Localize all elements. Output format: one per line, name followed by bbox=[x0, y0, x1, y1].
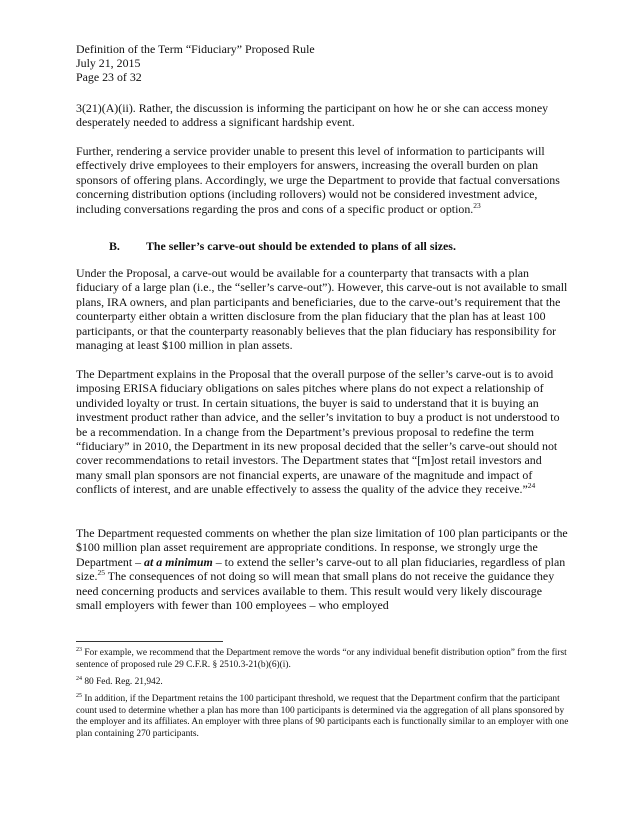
paragraph-1 bbox=[76, 101, 570, 130]
section-title: The seller’s carve-out should be extended to plans of all sizes. bbox=[146, 239, 456, 253]
footnote-number: 24 bbox=[76, 675, 82, 682]
footnote-divider bbox=[76, 641, 223, 642]
page-header bbox=[76, 42, 315, 85]
header-title: Definition of the Term “Fiduciary” Proposed Rule bbox=[76, 42, 315, 56]
footnote-ref: 24 bbox=[527, 481, 536, 491]
paragraph-text: The Department requested comments on whether the plan size limitation of 100 plan participants or the $100 million plan asset requirement are appropriate conditions. In response, we strongly urge the Department – bbox=[76, 526, 568, 569]
emphasis-text: at a minimum bbox=[144, 554, 213, 569]
section-letter: B. bbox=[109, 239, 120, 253]
paragraph-text: Further, rendering a service provider unable to present this level of information to participants will effectively drive employees to their employers for answers, increasing the overall burden on plan sponsors of offering plans. Accordingly, we urge the Department to provide that factual conversations concerning distribution options (including rollovers) would not be considered investment advice, including conversations regarding the pros and cons of a specific product or option. bbox=[76, 144, 560, 216]
paragraph-4 bbox=[76, 367, 570, 497]
footnote-number: 25 bbox=[76, 692, 82, 699]
paragraph-text: Under the Proposal, a carve-out would be available for a counterparty that transacts with a plan fiduciary of a large plan (i.e., the “seller’s carve-out”). However, this carve-out is not available to small plans, IRA owners, and plan participants and beneficiaries, due to the carve-out’s requirement that the counterparty either obtain a written disclosure from the plan fiduciary that the plan has at least 100 participants, or that the counterparty reasonably believes that the plan fiduciary has responsibility for managing at least $100 million in plan assets. bbox=[76, 266, 568, 353]
paragraph-text: 3(21)(A)(ii). Rather, the discussion is informing the participant on how he or she can access money desperately needed to address a significant hardship event. bbox=[76, 101, 549, 130]
footnote-24 bbox=[76, 677, 570, 689]
paragraph-text: The consequences of not doing so will mean that small plans do not receive the guidance they need concerning products and services available to them. This result would very likely discourage small employers with fewer than 100 employees – who employed bbox=[76, 569, 555, 613]
header-date: July 21, 2015 bbox=[76, 56, 141, 71]
footnote-25 bbox=[76, 694, 570, 740]
paragraph-text: The Department explains in the Proposal that the overall purpose of the seller’s carve-out is to avoid imposing ERISA fiduciary obligations on sales pitches where plans do not expect a relationship of undivided loyalty or trust. In certain situations, the buyer is said to understand that it is buying an investment product rather than advice, and the seller’s invitation to buy a product is not understood to be a recommendation. In a change from the Department’s previous proposal to redefine the term “fiduciary” in 2010, the Department in its new proposal decided that the seller’s carve-out should not cover recommendations to retail investors. The Department states that “[m]ost retail investors and many small plan sponsors are not financial experts, are unaware of the magnitude and impact of conflicts of interest, and are unable effectively to assess the quality of the advice they receive.” bbox=[76, 367, 560, 497]
footnote-text: 80 Fed. Reg. 21,942. bbox=[82, 677, 163, 687]
paragraph-text: – to extend the seller’s carve-out to all plan fiduciaries, regardless of plan size. bbox=[76, 554, 566, 584]
footnote-23 bbox=[76, 648, 570, 671]
footnote-number: 23 bbox=[76, 646, 82, 653]
header-page-number: Page 23 of 32 bbox=[76, 70, 142, 85]
section-heading bbox=[109, 239, 456, 254]
footnote-text: In addition, if the Department retains the 100 participant threshold, we request that the Department confirm that the participant count used to determine whether a plan has more than 100 participants is determined via the aggregation of all plans sponsored by the employer and its affiliates. An employer with three plans of 90 participants each is functionally similar to an employer with one plan containing 270 participants. bbox=[76, 694, 569, 739]
footnote-ref: 23 bbox=[473, 200, 481, 210]
footnote-text: For example, we recommend that the Department remove the words “or any individual benefit distribution option” from the first sentence of proposed rule 29 C.F.R. § 2510.3-21(b)(6)(i). bbox=[76, 648, 567, 670]
paragraph-2 bbox=[76, 144, 570, 216]
footnote-ref: 25 bbox=[97, 568, 105, 578]
paragraph-5 bbox=[76, 526, 570, 612]
paragraph-3 bbox=[76, 266, 570, 352]
